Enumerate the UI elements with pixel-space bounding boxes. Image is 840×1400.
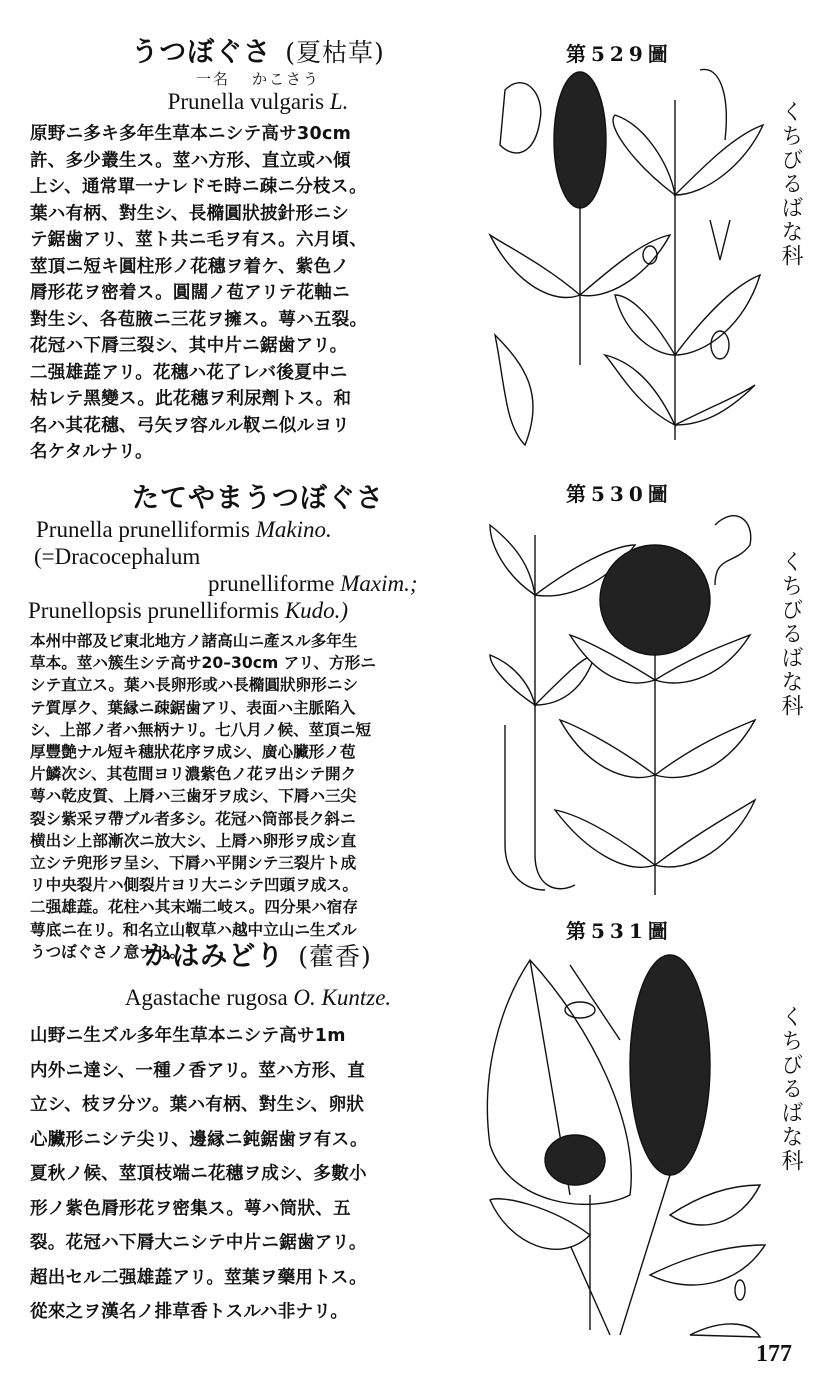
description-line: 山野ニ生ズル多年生草本ニシテ高サ1m xyxy=(30,1026,346,1046)
entry-title-row xyxy=(28,36,488,70)
authority: L. xyxy=(329,89,349,114)
kanji-name: (藿香) xyxy=(298,942,372,971)
family-label: くちびるばな科 xyxy=(778,100,803,268)
authority: Makino. xyxy=(255,517,332,542)
description-line: 裂シ紫采ヲ帶ブル者多シ。花冠ハ筒部長ク斜ニ xyxy=(30,809,356,828)
japanese-name: うつぼぐさ xyxy=(131,37,272,68)
description-line: 超出セル二强雄蕋アリ。莖葉ヲ藥用トス。 xyxy=(30,1267,367,1288)
description-line: 横出シ上部漸次ニ放大シ、上脣ハ卵形ヲ成シ直 xyxy=(30,831,357,850)
scientific-name xyxy=(28,88,488,115)
synonym-1-species xyxy=(28,570,488,597)
binomial: Prunella prunelliformis xyxy=(36,517,250,542)
figure-label-529: 第529圖 xyxy=(566,42,673,66)
description-line: 上シ、通常單一ナレドモ時ニ疎ニ分枝ス。 xyxy=(30,177,367,197)
prunella-vulgaris-illustration xyxy=(485,65,765,450)
description-line: 從來之ヲ漢名ノ排草香トスルハ非ナリ。 xyxy=(30,1302,349,1322)
description-line: 夏秋ノ候、莖頂枝端ニ花穗ヲ成シ、多數小 xyxy=(30,1164,367,1184)
entry-agastache-rugosa xyxy=(28,940,488,1330)
binomial: Prunella vulgaris xyxy=(167,89,325,114)
figure-label-530: 第530圖 xyxy=(566,482,673,506)
synonym-genus: Dracocephalum xyxy=(54,544,201,569)
synonym-2 xyxy=(28,597,488,624)
synonym-1 xyxy=(28,543,488,570)
family-label: くちびるばな科 xyxy=(778,550,803,718)
alias-name: かこさう xyxy=(252,70,321,88)
kanji-name: (夏枯草) xyxy=(285,38,385,67)
description-line: 本州中部及ビ東北地方ノ諸高山ニ產スル多年生 xyxy=(30,632,358,650)
description-line: 枯レテ黑變ス。此花穗ヲ利尿劑トス。和 xyxy=(30,389,352,409)
description-line: 對生シ、各苞腋ニ三花ヲ擁ス。萼ハ五裂。 xyxy=(30,309,368,330)
description-line: シテ直立ス。葉ハ長卵形或ハ長橢圓狀卵形ニシ xyxy=(30,676,358,695)
synonym-species: prunelliforme xyxy=(208,571,335,596)
description-line: 形ノ紫色脣形花ヲ密集ス。萼ハ筒狀、五 xyxy=(30,1198,351,1219)
japanese-name: かはみどり xyxy=(144,941,285,972)
description-line: 脣形花ヲ密着ス。圓闊ノ苞アリテ花軸ニ xyxy=(30,283,350,303)
prunella-prunelliformis-illustration xyxy=(485,505,765,900)
page-number: 177 xyxy=(756,1341,792,1367)
alternate-name xyxy=(28,70,488,88)
description-line: 許、多少叢生ス。莖ハ方形、直立或ハ傾 xyxy=(30,150,351,171)
description-line: 立シ、枝ヲ分ツ。葉ハ有柄、對生シ、卵狀 xyxy=(30,1095,365,1115)
synonym-authority: Kudo.) xyxy=(284,598,349,623)
description-line: 花冠ハ下脣三裂シ、其中片ニ鋸歯アリ。 xyxy=(30,336,348,356)
description-line: 二强雄蕋アリ。花穗ハ花了レバ後夏中ニ xyxy=(30,362,348,383)
description-line: テ鋸歯アリ、莖ト共ニ毛ヲ有ス。六月頃、 xyxy=(30,230,368,250)
entry-prunella-prunelliformis xyxy=(28,482,488,963)
description-line: テ質厚ク、葉縁ニ疎鋸歯アリ、表面ハ主脈陷入 xyxy=(30,698,356,717)
description xyxy=(30,630,488,963)
description-line: 萼底ニ在リ。和名立山靫草ハ越中立山ニ生ズル xyxy=(30,920,357,939)
description-line: 名ケタルナリ。 xyxy=(30,442,153,462)
description-line: シ、上部ノ者ハ無柄ナリ。七八月ノ候、莖頂ニ短 xyxy=(30,720,372,739)
description-line: うつぼぐさノ意ナリ。 xyxy=(30,942,186,961)
description-line: 裂。花冠ハ下脣大ニシテ中片ニ鋸歯アリ。 xyxy=(30,1233,367,1253)
description xyxy=(30,1019,488,1330)
entry-prunella-vulgaris xyxy=(28,36,488,466)
description-line: 原野ニ多キ多年生草本ニシテ高サ30cm xyxy=(30,124,352,144)
description-line: 片鱗次シ、其苞間ヨリ濃紫色ノ花ヲ出シテ開ク xyxy=(30,765,357,784)
scientific-name xyxy=(28,984,488,1011)
agastache-rugosa-illustration xyxy=(470,945,770,1350)
authority: O. Kuntze. xyxy=(293,985,392,1010)
flower-head xyxy=(600,545,710,655)
synonym-species: prunelliformis xyxy=(147,598,280,623)
synonym-genus: Prunellopsis xyxy=(28,598,142,623)
description-line: 厚豐艶ナル短キ穗狀花序ヲ成シ、廣心臟形ノ苞 xyxy=(30,743,356,762)
synonym-prefix: (= xyxy=(34,544,55,569)
synonym-authority: Maxim.; xyxy=(340,571,418,596)
entry-title-row xyxy=(28,482,488,516)
description-line: 心臟形ニシテ尖リ、邊縁ニ鈍鋸歯ヲ有ス。 xyxy=(30,1129,368,1150)
description-line: 葉ハ有柄、對生シ、長橢圓狀披針形ニシ xyxy=(30,203,349,224)
description-line: 莖頂ニ短キ圓柱形ノ花穗ヲ着ケ、紫色ノ xyxy=(30,256,350,277)
description-line: 内外ニ達シ、一種ノ香アリ。莖ハ方形、直 xyxy=(30,1060,366,1081)
description-line: 立シテ兜形ヲ呈シ、下脣ハ平開シテ三裂片ト成 xyxy=(30,854,357,873)
description xyxy=(30,121,488,466)
description-line: 二强雄蕋。花柱ハ其末端二岐ス。四分果ハ宿存 xyxy=(30,898,358,917)
flower-spike xyxy=(554,72,606,208)
description-line: 草本。莖ハ簇生シテ高サ20–30cm アリ、方形ニ xyxy=(30,654,376,673)
description-line: 萼ハ乾皮質、上脣ハ三歯牙ヲ成シ、下脣ハ三尖 xyxy=(30,787,357,806)
family-label: くちびるばな科 xyxy=(778,1005,803,1173)
flower-spike xyxy=(630,955,710,1175)
japanese-name: たてやまうつぼぐさ xyxy=(132,483,384,514)
scientific-name xyxy=(28,516,488,543)
binomial: Agastache rugosa xyxy=(124,985,288,1010)
figure-label-531: 第531圖 xyxy=(566,919,673,943)
description-line: 名ハ其花穗、弓矢ヲ容ルル靫ニ似ルヨリ xyxy=(30,415,350,436)
description-line: リ中央裂片ハ側裂片ヨリ大ニシテ凹頭ヲ成ス。 xyxy=(30,876,358,895)
entry-title-row xyxy=(28,940,488,974)
alias-prefix: 一名 xyxy=(195,70,230,88)
